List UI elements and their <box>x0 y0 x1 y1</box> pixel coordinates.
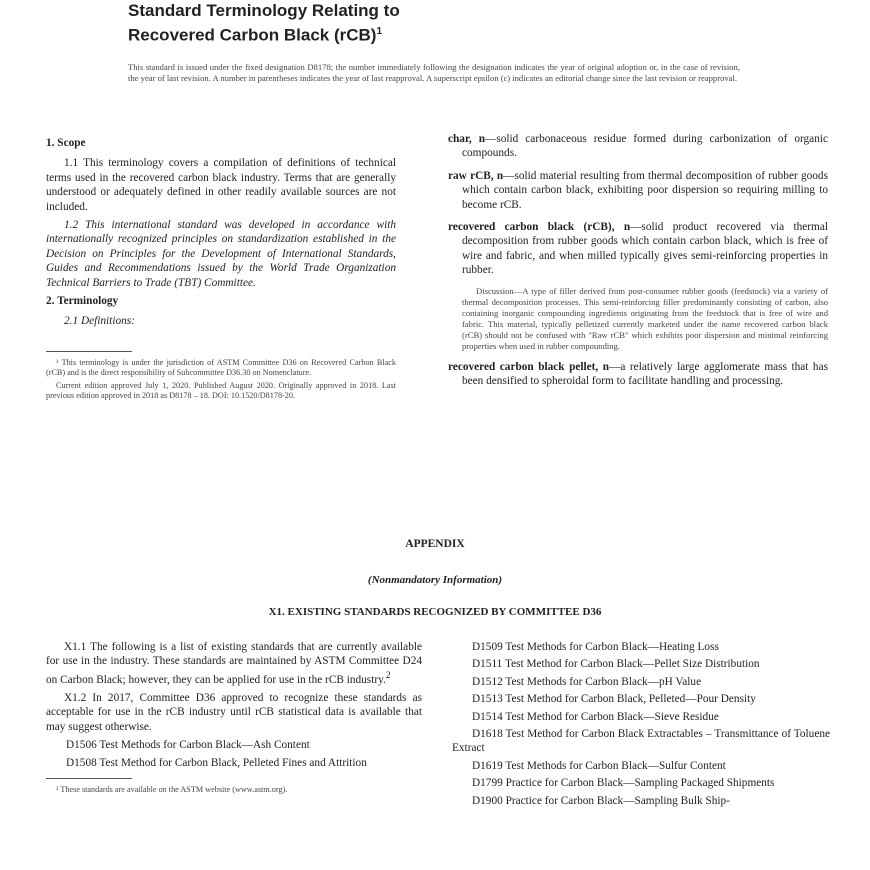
title-footnote-marker: 1 <box>376 26 383 37</box>
scope-heading: 1. Scope <box>46 137 86 149</box>
document-title <box>128 0 728 46</box>
term-rcb-name: recovered carbon black (rCB), n <box>448 221 631 234</box>
scope-paragraph-1: 1.1 This terminology covers a compilation of definitions of technical terms used in the recovered carbon black industry. Terms that are generally understood or adequately defined in other readily available sources are not included. <box>46 157 396 213</box>
terminology-heading: 2. Terminology <box>46 295 119 308</box>
appendix-x1-1-text: X1.1 The following is a list of existing standards that are currently available for use in the industry. These standards are maintained by ASTM Committee D24 on Carbon Black; however, they can be applied for use in the rCB industry. <box>46 641 422 686</box>
term-raw-rcb-definition: —solid material resulting from thermal decomposition of rubber goods which contain carbon black, exhibiting poor dispersion so requiring milling to become rCB. <box>462 169 828 211</box>
standard-item: D1900 Practice for Carbon Black—Sampling Bulk Ship- <box>472 794 730 807</box>
standard-item: D1619 Test Methods for Carbon Black—Sulfur Content <box>472 759 726 772</box>
term-char-definition: —solid carbonaceous residue formed during carbonization of organic compounds. <box>462 133 828 160</box>
term-rcb-pellet <box>448 360 828 389</box>
appendix-left-column <box>46 640 422 797</box>
term-rcb-discussion: Discussion—A type of filler derived from post-consumer rubber goods (feedstock) via a variety of thermal decomposition processes. This semi-reinforcing filler predominantly consisting of carbon, also containing inorganic compounding ingredients originating from the feedstock that is free of wire and fabric. This material, typically pelletized currently marketed under the name recovered carbon black (rCB) should not be confused with "Raw rCB" which exhibits poor dispersion and minimal reinforcing properties when used in rubber compounding. <box>462 285 828 351</box>
appendix-x1-heading: X1. EXISTING STANDARDS RECOGNIZED BY COMMITTEE D36 <box>268 606 602 618</box>
standard-item: D1618 Test Method for Carbon Black Extractables – Transmittance of Toluene Extract <box>452 728 830 755</box>
standard-item: D1506 Test Methods for Carbon Black—Ash Content <box>66 739 310 752</box>
appendix-footnote-divider <box>46 778 132 779</box>
standard-item: D1513 Test Method for Carbon Black, Pelleted—Pour Density <box>472 693 756 706</box>
appendix-x1-2: X1.2 In 2017, Committee D36 approved to recognize these standards as acceptable for use in the rCB industry until rCB statistical data is available that may suggest otherwise. <box>46 691 422 733</box>
appendix-x1-1 <box>46 640 422 687</box>
footnote-edition: Current edition approved July 1, 2020. Published August 2020. Originally approved in 2018. Last previous edition approved in 2018 as D8178 – 18. DOI: 10.1520/D8178-20. <box>46 380 396 401</box>
standard-item: D1511 Test Method for Carbon Black—Pellet Size Distribution <box>472 658 760 671</box>
title-line-1: Standard Terminology Relating to <box>128 1 400 20</box>
term-char-name: char, n <box>448 133 486 145</box>
title-text: Recovered Carbon Black (rCB) <box>128 25 377 45</box>
term-char <box>448 132 828 161</box>
standard-item: D1512 Test Methods for Carbon Black—pH Value <box>472 675 702 688</box>
term-rcb-pellet-definition: —a relatively large agglomerate mass that has been densified to spheroidal form to facilitate handling and processing. <box>462 360 828 388</box>
term-raw-rcb <box>448 169 828 212</box>
footnote-1: ¹ This terminology is under the jurisdiction of ASTM Committee D36 on Recovered Carbon Black (rCB) and is the direct responsibility of Subcommittee D36.30 on Nomenclature. <box>46 357 396 378</box>
scope-paragraph-2: 1.2 This international standard was developed in accordance with internationally recognized principles on standardization established in the Decision on Principles for the Development of International Standards, Guides and Recommendations issued by the World Trade Organization Technical Barriers to Trade (TBT) Committee. <box>46 219 396 289</box>
appendix-footnote-marker: 2 <box>385 670 391 681</box>
title-line-2 <box>128 21 728 46</box>
right-column <box>448 132 828 396</box>
term-rcb-pellet-name: recovered carbon black pellet, n <box>448 360 610 373</box>
footnote-divider <box>46 351 132 352</box>
standard-item: D1514 Test Method for Carbon Black—Sieve Residue <box>472 710 719 723</box>
standard-item: D1509 Test Methods for Carbon Black—Heating Loss <box>472 641 719 653</box>
appendix-footnote-2: ² These standards are available on the ASTM website (www.astm.org). <box>56 785 288 795</box>
term-rcb-definition: —solid product recovered via thermal decomposition from rubber goods which contain carbon black, which is free of wire and fabric, and when milled typically gives semi-reinforcing properties in rubber. <box>462 221 828 277</box>
left-column <box>46 132 396 404</box>
standard-notice: This standard is issued under the fixed designation D8178; the number immediately following the designation indicates the year of original adoption or, in the case of revision, the year of last revision. A number in parentheses indicates the year of last reapproval. A superscript epsilon (ε) indicates an editorial change since the last revision or reapproval. <box>128 62 740 83</box>
standard-item: D1508 Test Method for Carbon Black, Pelleted Fines and Attrition <box>66 756 367 769</box>
appendix-right-column <box>452 640 830 811</box>
standard-item: D1799 Practice for Carbon Black—Sampling Packaged Shipments <box>472 777 775 790</box>
term-raw-rcb-name: raw rCB, n <box>448 169 504 182</box>
definitions-paragraph: 2.1 Definitions: <box>64 315 135 328</box>
term-rcb <box>448 220 828 278</box>
appendix-title: APPENDIX <box>405 538 465 550</box>
appendix-note: (Nonmandatory Information) <box>367 574 503 586</box>
